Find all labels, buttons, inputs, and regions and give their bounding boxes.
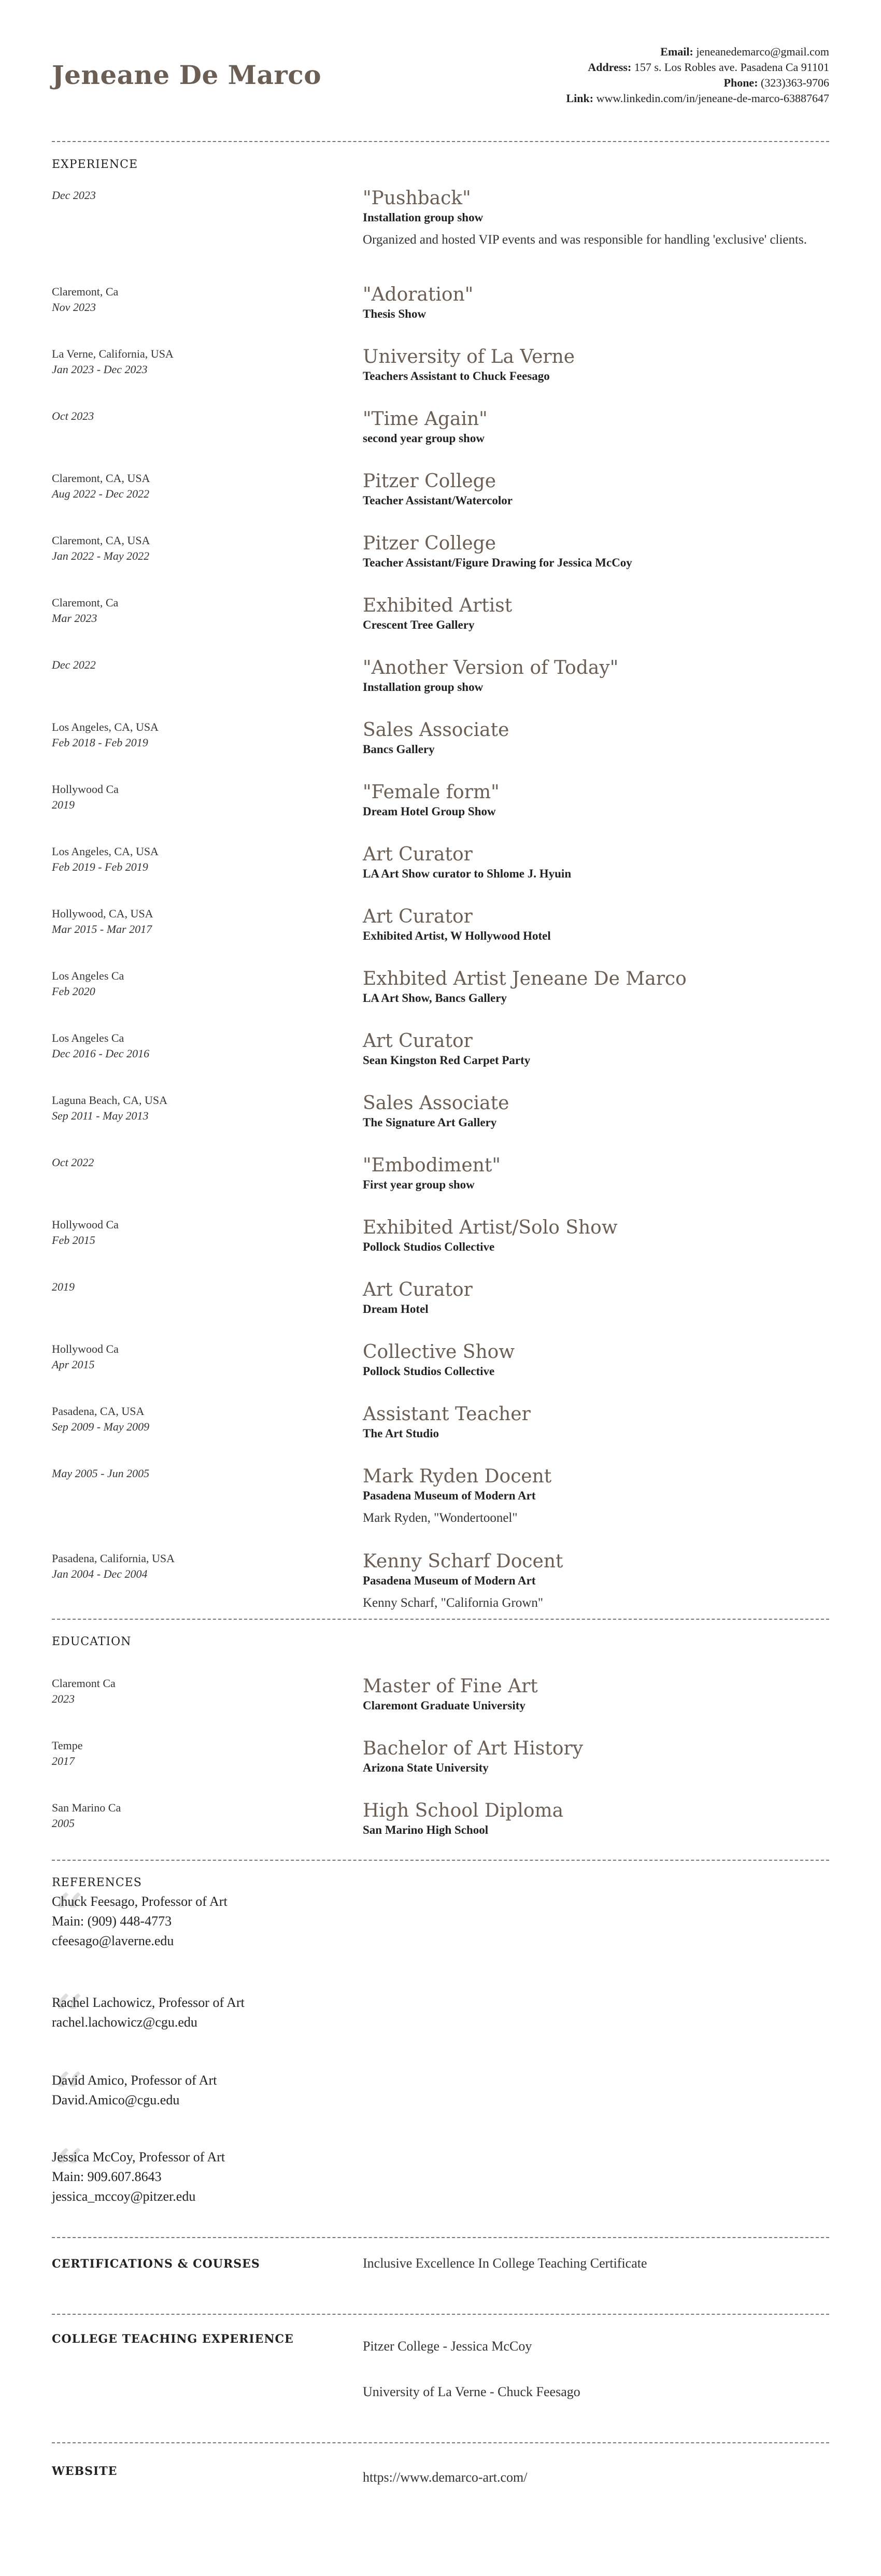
entry-subtitle: Installation group show <box>363 681 484 693</box>
entry-title: Bachelor of Art History <box>363 1738 584 1759</box>
quote-mark-icon: “ <box>52 1983 84 2055</box>
reference-item <box>52 1892 415 1951</box>
reference-line[interactable]: cfeesago@laverne.edu <box>52 1933 174 1948</box>
divider <box>52 2442 829 2443</box>
entry-subtitle: Claremont Graduate University <box>363 1699 525 1712</box>
entry-date: Feb 2020 <box>52 985 95 998</box>
entry-subtitle: Exhibited Artist, W Hollywood Hotel <box>363 929 551 942</box>
entry-content <box>363 1093 829 1131</box>
entry-date: Feb 2015 <box>52 1234 95 1247</box>
resume-header <box>52 44 829 111</box>
entry-content <box>363 1279 829 1318</box>
teaching-item: University of La Verne - Chuck Feesago <box>363 2384 580 2399</box>
certification-item: Inclusive Excellence In College Teaching Certificate <box>363 2256 647 2271</box>
entry-location: Los Angeles Ca <box>52 969 124 982</box>
entry-subtitle: LA Art Show, Bancs Gallery <box>363 992 507 1004</box>
entry-subtitle: Sean Kingston Red Carpet Party <box>363 1054 531 1067</box>
entry-title: Exhibited Artist <box>363 595 513 616</box>
entry-date: Feb 2018 - Feb 2019 <box>52 736 148 749</box>
entry-content <box>363 1466 829 1526</box>
link-line: Link: www.linkedin.com/in/jeneane-de-marco-63887647 <box>566 92 829 105</box>
reference-line: Jessica McCoy, Professor of Art <box>52 2149 225 2164</box>
entry-content <box>363 346 829 385</box>
entry-title: Mark Ryden Docent <box>363 1466 552 1487</box>
entry-location: Claremont, CA, USA <box>52 472 150 485</box>
phone-line: Phone: (323)363-9706 <box>723 76 829 89</box>
teaching-item: Pitzer College - Jessica McCoy <box>363 2339 532 2354</box>
entry-location: Laguna Beach, CA, USA <box>52 1094 168 1107</box>
quote-mark-icon: “ <box>52 1881 84 1954</box>
education-heading: EDUCATION <box>52 1635 132 1648</box>
entry-location: Hollywood, CA, USA <box>52 907 153 920</box>
reference-line[interactable]: jessica_mccoy@pitzer.edu <box>52 2189 196 2204</box>
entry-title: "Pushback" <box>363 188 471 209</box>
entry-date: May 2005 - Jun 2005 <box>52 1467 150 1480</box>
entry-title: University of La Verne <box>363 346 575 367</box>
divider <box>52 1860 829 1861</box>
entry-subtitle: Dream Hotel <box>363 1303 429 1315</box>
reference-item <box>52 1993 415 2032</box>
entry-location: Tempe <box>52 1739 83 1752</box>
entry-description: Mark Ryden, "Wondertoonel" <box>363 1511 518 1525</box>
entry-title: Pitzer College <box>363 533 496 554</box>
entry-content <box>363 1551 829 1611</box>
entry-date: 2017 <box>52 1754 75 1767</box>
entry-date: Oct 2022 <box>52 1156 94 1169</box>
entry-content <box>363 1341 829 1380</box>
entry-location: Pasadena, CA, USA <box>52 1405 145 1418</box>
entry-location: Los Angeles, CA, USA <box>52 845 159 858</box>
quote-mark-icon: “ <box>52 2060 84 2132</box>
divider <box>52 2237 829 2238</box>
experience-heading: EXPERIENCE <box>52 158 138 171</box>
entry-title: "Embodiment" <box>363 1155 501 1176</box>
entry-title: "Adoration" <box>363 284 474 305</box>
divider <box>52 1619 829 1620</box>
entry-content <box>363 906 829 944</box>
entry-date: 2023 <box>52 1692 75 1705</box>
entry-location: San Marino Ca <box>52 1801 121 1814</box>
phone-value[interactable]: (323)363-9706 <box>761 76 829 89</box>
entry-location: La Verne, California, USA <box>52 347 174 360</box>
entry-subtitle: second year group show <box>363 432 485 445</box>
entry-date: Nov 2023 <box>52 301 96 314</box>
entry-title: Art Curator <box>363 1279 473 1300</box>
entry-date: 2005 <box>52 1817 75 1830</box>
entry-title: Kenny Scharf Docent <box>363 1551 563 1572</box>
entry-date: Jan 2022 - May 2022 <box>52 549 150 562</box>
entry-description: Kenny Scharf, "California Grown" <box>363 1596 544 1610</box>
address-line: Address: 157 s. Los Robles ave. Pasadena Ca 91101 <box>588 61 829 74</box>
entry-title: Exhbited Artist Jeneane De Marco <box>363 968 687 989</box>
entry-content <box>363 1404 829 1442</box>
entry-content <box>363 284 829 322</box>
website-link[interactable]: https://www.demarco-art.com/ <box>363 2470 528 2485</box>
entry-content <box>363 844 829 882</box>
entry-content <box>363 1676 829 1714</box>
entry-date: Aug 2022 - Dec 2022 <box>52 487 150 500</box>
entry-subtitle: Crescent Tree Gallery <box>363 618 475 631</box>
website-heading: WEBSITE <box>52 2465 118 2478</box>
references-heading: REFERENCES <box>52 1876 142 1889</box>
entry-content <box>363 471 829 509</box>
entry-content <box>363 1030 829 1069</box>
candidate-name: Jeneane De Marco <box>52 60 322 90</box>
linkedin-link[interactable]: www.linkedin.com/in/jeneane-de-marco-63887647 <box>596 92 829 105</box>
entry-location: Hollywood Ca <box>52 1342 119 1355</box>
entry-date: Sep 2011 - May 2013 <box>52 1109 149 1122</box>
entry-location: Claremont Ca <box>52 1677 116 1690</box>
entry-subtitle: Teacher Assistant/Figure Drawing for Jessica McCoy <box>363 556 632 569</box>
address-value: 157 s. Los Robles ave. Pasadena Ca 91101 <box>634 61 829 74</box>
reference-line[interactable]: Main: 909.607.8643 <box>52 2169 162 2184</box>
entry-subtitle: Pasadena Museum of Modern Art <box>363 1574 536 1587</box>
entry-content <box>363 1155 829 1193</box>
entry-subtitle: Pasadena Museum of Modern Art <box>363 1489 536 1502</box>
reference-line: Rachel Lachowicz, Professor of Art <box>52 1995 245 2010</box>
entry-date: Sep 2009 - May 2009 <box>52 1420 150 1433</box>
entry-location: Los Angeles Ca <box>52 1031 124 1044</box>
quote-mark-icon: “ <box>52 2137 84 2209</box>
reference-line: David Amico, Professor of Art <box>52 2073 217 2088</box>
entry-description: Organized and hosted VIP events and was responsible for handling 'exclusive' clients. <box>363 233 807 247</box>
entry-subtitle: Teacher Assistant/Watercolor <box>363 494 513 507</box>
entry-subtitle: San Marino High School <box>363 1823 489 1836</box>
entry-subtitle: Installation group show <box>363 211 484 224</box>
entry-subtitle: Arizona State University <box>363 1761 489 1774</box>
entry-subtitle: Pollock Studios Collective <box>363 1365 495 1378</box>
entry-location: Claremont, CA, USA <box>52 534 150 547</box>
reference-item <box>52 2147 415 2206</box>
entry-date: Mar 2023 <box>52 612 97 625</box>
reference-line[interactable]: David.Amico@cgu.edu <box>52 2092 180 2107</box>
reference-line[interactable]: rachel.lachowicz@cgu.edu <box>52 2015 197 2030</box>
divider <box>52 2314 829 2315</box>
entry-date: 2019 <box>52 798 75 811</box>
teaching-heading: COLLEGE TEACHING EXPERIENCE <box>52 2332 294 2346</box>
entry-subtitle: Dream Hotel Group Show <box>363 805 496 818</box>
reference-item <box>52 2071 415 2110</box>
entry-location: Hollywood Ca <box>52 1218 119 1231</box>
entry-title: Sales Associate <box>363 719 509 741</box>
entry-date: Dec 2016 - Dec 2016 <box>52 1047 150 1060</box>
entry-title: Art Curator <box>363 906 473 927</box>
entry-title: Sales Associate <box>363 1093 509 1114</box>
entry-location: Los Angeles, CA, USA <box>52 720 159 733</box>
entry-subtitle: The Art Studio <box>363 1427 439 1440</box>
entry-location: Hollywood Ca <box>52 783 119 796</box>
entry-date: 2019 <box>52 1280 75 1293</box>
entry-subtitle: Bancs Gallery <box>363 743 435 756</box>
entry-content <box>363 968 829 1007</box>
entry-date: Oct 2023 <box>52 409 94 422</box>
entry-title: "Another Version of Today" <box>363 657 619 678</box>
email-link[interactable]: jeneanedemarco@gmail.com <box>696 45 829 58</box>
entry-content <box>363 1217 829 1255</box>
entry-location: Pasadena, California, USA <box>52 1552 175 1565</box>
entry-title: "Female form" <box>363 782 500 803</box>
reference-line: Chuck Feesago, Professor of Art <box>52 1894 228 1909</box>
entry-content <box>363 533 829 571</box>
entry-content <box>363 657 829 696</box>
entry-title: Assistant Teacher <box>363 1404 531 1425</box>
email-line: Email: jeneanedemarco@gmail.com <box>660 45 829 58</box>
entry-title: High School Diploma <box>363 1800 564 1821</box>
entry-title: Master of Fine Art <box>363 1676 538 1697</box>
entry-content <box>363 1800 829 1838</box>
entry-subtitle: LA Art Show curator to Shlome J. Hyuin <box>363 867 572 880</box>
entry-title: Pitzer College <box>363 471 496 492</box>
entry-subtitle: First year group show <box>363 1178 475 1191</box>
entry-content <box>363 719 829 758</box>
certifications-heading: CERTIFICATIONS & COURSES <box>52 2257 260 2271</box>
reference-line[interactable]: Main: (909) 448-4773 <box>52 1914 172 1929</box>
entry-title: Exhibited Artist/Solo Show <box>363 1217 618 1238</box>
entry-title: Collective Show <box>363 1341 515 1363</box>
entry-content <box>363 1738 829 1776</box>
entry-date: Jan 2023 - Dec 2023 <box>52 363 148 376</box>
entry-content <box>363 188 829 248</box>
entry-subtitle: Teachers Assistant to Chuck Feesago <box>363 370 550 383</box>
entry-subtitle: Pollock Studios Collective <box>363 1240 495 1253</box>
entry-date: Mar 2015 - Mar 2017 <box>52 923 152 936</box>
entry-date: Dec 2022 <box>52 658 96 671</box>
divider <box>52 141 829 142</box>
entry-date: Feb 2019 - Feb 2019 <box>52 860 148 873</box>
entry-subtitle: Thesis Show <box>363 307 427 320</box>
entry-subtitle: The Signature Art Gallery <box>363 1116 497 1129</box>
entry-location: Claremont, Ca <box>52 596 119 609</box>
entry-content <box>363 595 829 633</box>
entry-title: Art Curator <box>363 1030 473 1052</box>
entry-date: Dec 2023 <box>52 189 96 202</box>
entry-date: Apr 2015 <box>52 1358 95 1371</box>
contact-block <box>566 44 829 106</box>
entry-location: Claremont, Ca <box>52 285 119 298</box>
entry-date: Jan 2004 - Dec 2004 <box>52 1567 148 1580</box>
entry-content <box>363 782 829 820</box>
entry-content <box>363 408 829 447</box>
entry-title: "Time Again" <box>363 408 488 430</box>
entry-title: Art Curator <box>363 844 473 865</box>
